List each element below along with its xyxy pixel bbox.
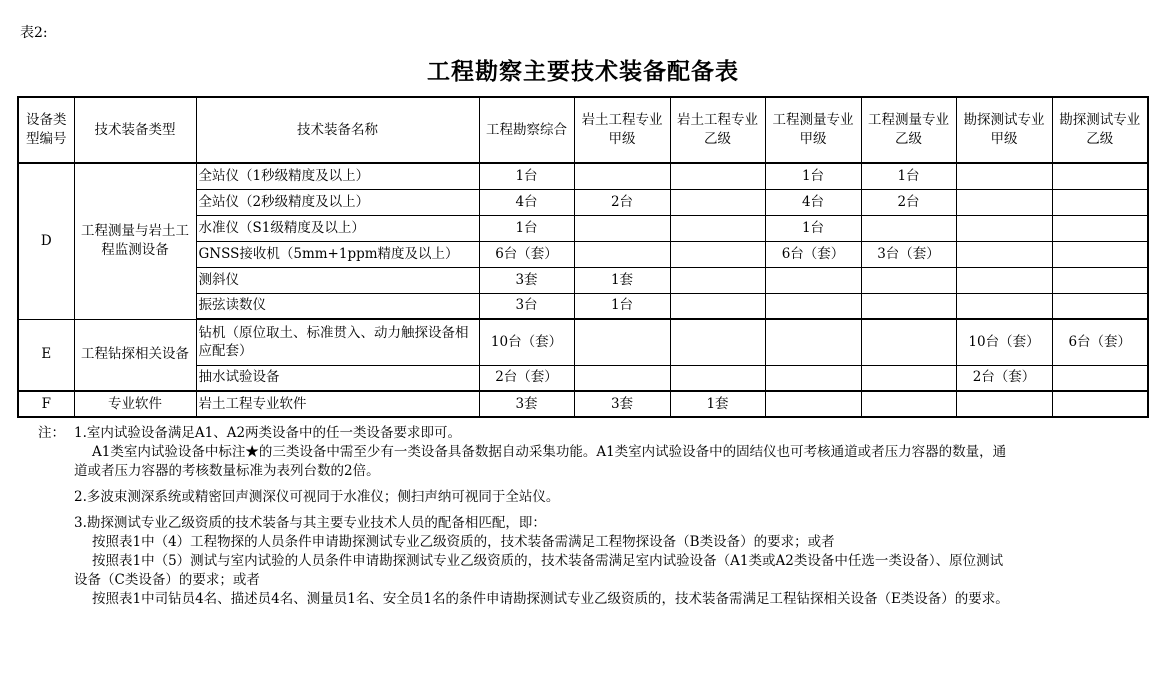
value-cell xyxy=(956,241,1052,267)
header-name: 技术装备名称 xyxy=(196,97,479,163)
group-type-cell: 工程测量与岩土工程监测设备 xyxy=(74,163,196,319)
equipment-name: 岩土工程专业软件 xyxy=(196,391,479,417)
value-cell xyxy=(574,241,670,267)
header-row xyxy=(18,97,1148,163)
note-3-line-a: 3.勘探测试专业乙级资质的技术装备与其主要专业技术人员的配备相匹配，即： xyxy=(74,515,546,531)
notes-section xyxy=(38,424,1148,609)
value-cell: 1台 xyxy=(574,293,670,319)
value-cell xyxy=(1052,391,1148,417)
value-cell xyxy=(670,319,765,365)
value-cell xyxy=(1052,215,1148,241)
value-cell xyxy=(574,163,670,189)
group-code-cell: E xyxy=(18,319,74,391)
note-3-line-c: 按照表1中（5）测试与室内试验的人员条件申请勘探测试专业乙级资质的，技术装备需满足室内试验设备（A1类或A2类设备中任选一类设备）、原位测试 xyxy=(92,553,1004,569)
value-cell xyxy=(574,365,670,391)
value-cell xyxy=(861,365,956,391)
value-cell xyxy=(861,293,956,319)
equipment-name: 抽水试验设备 xyxy=(196,365,479,391)
value-cell xyxy=(670,267,765,293)
value-cell: 1台 xyxy=(479,163,574,189)
group-type-cell: 专业软件 xyxy=(74,391,196,417)
value-cell: 1套 xyxy=(670,391,765,417)
equipment-name: 全站仪（2秒级精度及以上） xyxy=(196,189,479,215)
value-cell: 1台 xyxy=(861,163,956,189)
value-cell xyxy=(861,391,956,417)
value-cell xyxy=(1052,365,1148,391)
value-cell xyxy=(1052,163,1148,189)
note-3-line-d: 设备（C类设备）的要求；或者 xyxy=(74,572,260,588)
header-col-4: 工程测量专业甲级 xyxy=(765,97,861,163)
value-cell xyxy=(956,189,1052,215)
value-cell xyxy=(956,293,1052,319)
header-type: 技术装备类型 xyxy=(74,97,196,163)
note-3-line-b: 按照表1中（4）工程物探的人员条件申请勘探测试专业乙级资质的，技术装备需满足工程物探设备（B类设备）的要求；或者 xyxy=(92,534,835,550)
group-code-cell: F xyxy=(18,391,74,417)
equipment-table xyxy=(17,96,1149,418)
value-cell xyxy=(670,293,765,319)
notes-prefix: 注： xyxy=(38,425,65,441)
value-cell: 3台（套） xyxy=(861,241,956,267)
value-cell xyxy=(1052,267,1148,293)
equipment-name: GNSS接收机（5mm+1ppm精度及以上） xyxy=(196,241,479,267)
value-cell xyxy=(670,365,765,391)
group-code-cell: D xyxy=(18,163,74,319)
value-cell xyxy=(956,215,1052,241)
note-1-line-a xyxy=(38,424,1148,443)
value-cell: 1台 xyxy=(479,215,574,241)
value-cell xyxy=(956,391,1052,417)
value-cell xyxy=(765,293,861,319)
note-2: 2.多波束测深系统或精密回声测深仪可视同于水准仪；侧扫声纳可视同于全站仪。 xyxy=(74,489,560,505)
value-cell: 2台（套） xyxy=(956,365,1052,391)
value-cell: 3套 xyxy=(574,391,670,417)
value-cell xyxy=(861,215,956,241)
value-cell xyxy=(1052,189,1148,215)
table-row xyxy=(18,319,1148,365)
value-cell: 6台（套） xyxy=(1052,319,1148,365)
value-cell: 3台 xyxy=(479,293,574,319)
value-cell: 3套 xyxy=(479,267,574,293)
value-cell: 2台（套） xyxy=(479,365,574,391)
equipment-name: 水准仪（S1级精度及以上） xyxy=(196,215,479,241)
value-cell: 6台（套） xyxy=(765,241,861,267)
value-cell xyxy=(670,189,765,215)
note-1-line-b: A1类室内试验设备中标注★的三类设备中需至少有一类设备具备数据自动采集功能。A1类室内试验设备中的固结仪也可考核通道或者压力容器的数量，通 xyxy=(92,444,1007,460)
value-cell xyxy=(670,241,765,267)
note-text: 1.室内试验设备满足A1、A2两类设备中的任一类设备要求即可。 xyxy=(74,425,462,441)
value-cell: 6台（套） xyxy=(479,241,574,267)
value-cell xyxy=(574,215,670,241)
header-code: 设备类型编号 xyxy=(18,97,74,163)
value-cell xyxy=(670,215,765,241)
header-col-1: 工程勘察综合 xyxy=(479,97,574,163)
value-cell: 3套 xyxy=(479,391,574,417)
value-cell xyxy=(956,267,1052,293)
value-cell xyxy=(1052,293,1148,319)
value-cell: 2台 xyxy=(861,189,956,215)
value-cell xyxy=(1052,241,1148,267)
header-col-3: 岩土工程专业乙级 xyxy=(670,97,765,163)
group-type-cell: 工程钻探相关设备 xyxy=(74,319,196,391)
value-cell xyxy=(765,319,861,365)
value-cell: 2台 xyxy=(574,189,670,215)
value-cell: 4台 xyxy=(479,189,574,215)
document-title: 工程勘察主要技术装备配备表 xyxy=(427,59,739,85)
header-col-2: 岩土工程专业甲级 xyxy=(574,97,670,163)
table-label: 表2: xyxy=(20,25,48,41)
value-cell: 1套 xyxy=(574,267,670,293)
value-cell: 10台（套） xyxy=(479,319,574,365)
value-cell xyxy=(765,391,861,417)
value-cell xyxy=(765,365,861,391)
table-row xyxy=(18,163,1148,189)
value-cell xyxy=(765,267,861,293)
value-cell: 10台（套） xyxy=(956,319,1052,365)
value-cell: 1台 xyxy=(765,215,861,241)
header-col-6: 勘探测试专业甲级 xyxy=(956,97,1052,163)
value-cell xyxy=(670,163,765,189)
value-cell xyxy=(956,163,1052,189)
value-cell: 4台 xyxy=(765,189,861,215)
equipment-name: 钻机（原位取土、标准贯入、动力触探设备相应配套） xyxy=(196,319,479,365)
equipment-name: 振弦读数仪 xyxy=(196,293,479,319)
note-3-line-e: 按照表1中司钻员4名、描述员4名、测量员1名、安全员1名的条件申请勘探测试专业乙级资质的，技术装备需满足工程钻探相关设备（E类设备）的要求。 xyxy=(92,591,1009,607)
equipment-name: 测斜仪 xyxy=(196,267,479,293)
note-1-line-c: 道或者压力容器的考核数量标准为表列台数的2倍。 xyxy=(74,463,380,479)
value-cell xyxy=(574,319,670,365)
equipment-name: 全站仪（1秒级精度及以上） xyxy=(196,163,479,189)
value-cell: 1台 xyxy=(765,163,861,189)
value-cell xyxy=(861,267,956,293)
value-cell xyxy=(861,319,956,365)
header-col-7: 勘探测试专业乙级 xyxy=(1052,97,1148,163)
header-col-5: 工程测量专业乙级 xyxy=(861,97,956,163)
table-row xyxy=(18,391,1148,417)
